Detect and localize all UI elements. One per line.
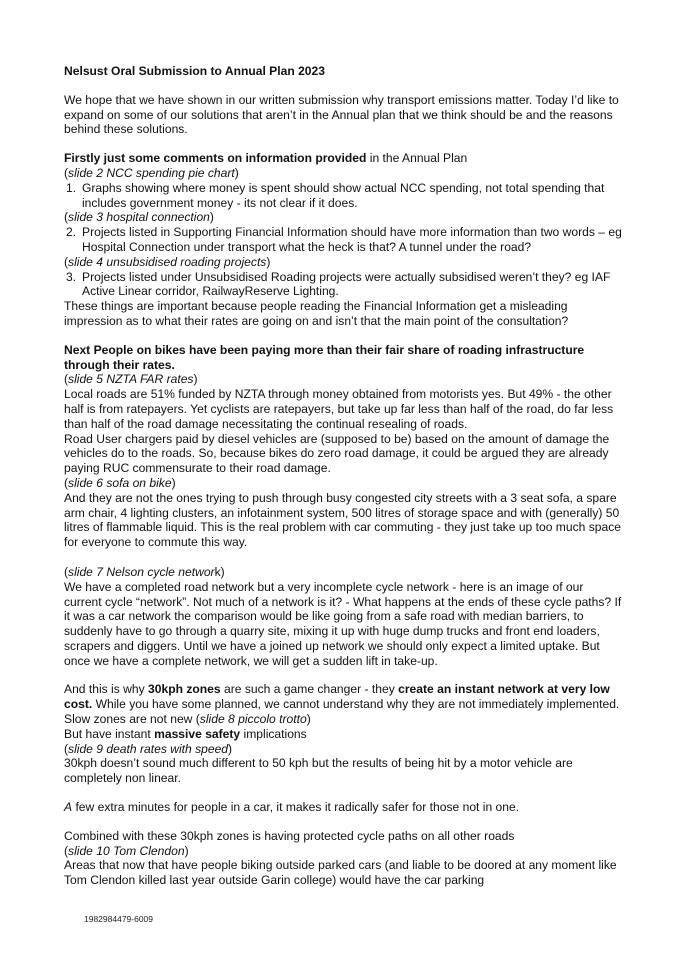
section1-heading-rest: in the Annual Plan	[366, 151, 468, 166]
text-run-bold: create an instant network at very low cost.	[64, 682, 610, 712]
slide-note-text: slide 2 NCC spending pie chart	[68, 165, 235, 180]
spacer	[64, 550, 624, 565]
slide-note: (slide 3 hospital connection)	[64, 210, 214, 225]
text-run: )	[306, 712, 311, 727]
section1-heading	[64, 151, 624, 166]
spacer	[64, 668, 624, 682]
item-number: 1.	[66, 180, 77, 195]
section2-paragraph: Local roads are 51% funded by NZTA through money obtained from motorists yes. But 49% - the other half is from ratepayers. Yet cyclists are ratepayers, but take up far less than half of the road, do far less than half of the road damage necessitating the continual resealing of roads.	[64, 387, 614, 431]
section4-paragraph	[64, 800, 624, 815]
slide-note: (slide 10 Tom Clendon)	[64, 843, 189, 858]
section4-paragraph: Combined with these 30kph zones is having protected cycle paths on all other roads	[64, 828, 515, 843]
slide-note-tail: k)	[214, 564, 225, 579]
section4-paragraph	[64, 682, 624, 712]
text-run: few extra minutes for people in a car, it makes it radically safer for those not in one.	[72, 800, 520, 815]
slide-note-text: slide 9 death rates with speed	[68, 741, 229, 756]
slide-note: (slide 9 death rates with speed)	[64, 741, 233, 756]
document-title: Nelsust Oral Submission to Annual Plan 2023	[64, 64, 325, 78]
slide-note: (slide 7 Nelson cycle network)	[64, 564, 225, 579]
item-number: 3.	[66, 269, 77, 284]
text-run: implications	[240, 726, 307, 741]
slide-note: (slide 4 unsubsidised roading projects)	[64, 254, 271, 269]
section4-paragraph	[64, 727, 624, 742]
numbered-item	[64, 181, 624, 211]
section2-paragraph: Road User chargers paid by diesel vehicles are (supposed to be) based on the amount of damage the vehicles do to the roads. So, because bikes do zero road damage, it could be argued they are already paying RUC commensurate to their road damage.	[64, 431, 610, 476]
spacer	[64, 329, 624, 343]
item-number: 2.	[66, 225, 77, 240]
text-run: And this is why	[64, 682, 149, 697]
spacer	[64, 815, 624, 829]
document-body	[64, 64, 624, 888]
slide-note: (slide 2 NCC spending pie chart)	[64, 165, 239, 180]
document-id-footer: 1982984479-6009	[84, 914, 154, 924]
spacer	[64, 786, 624, 800]
slide-note-text: slide 6 sofa on bike	[68, 475, 172, 490]
slide-note: (slide 5 NZTA FAR rates)	[64, 372, 198, 387]
spacer	[64, 79, 624, 93]
item-text: Projects listed in Supporting Financial Information should have more information than two words – eg Hospital Connection under transport what the heck is that? A tunnel under the road?	[82, 225, 622, 254]
numbered-item	[64, 225, 624, 255]
section2-paragraph: And they are not the ones trying to push through busy congested city streets with a 3 seat sofa, a spare arm chair, 4 lighting clusters, an infotainment system, 500 litres of storage space and with (generally) 50 litres of flammable liquid. This is the real problem with car commuting - they just take up too much space for everyone to commute this way.	[64, 490, 622, 550]
slide-note-text: slide 4 unsubsidised roading projects	[68, 254, 267, 269]
text-run: Slow zones are not new (	[64, 712, 200, 727]
slide-note-text: slide 7 Nelson cycle networ	[68, 564, 215, 579]
item-text: Graphs showing where money is spent should show actual NCC spending, not total spending that includes government money - its not clear if it does.	[82, 180, 605, 210]
intro-paragraph: We hope that we have shown in our written submission why transport emissions matter. Today I’d like to expand on some of our solutions that aren’t in the Annual plan that we think should be and the reasons behind these solutions.	[64, 92, 619, 137]
section4-paragraph	[64, 712, 624, 727]
text-run: But have instant	[64, 726, 155, 741]
numbered-item	[64, 270, 624, 300]
text-run-bold: massive safety	[154, 726, 241, 741]
text-run-bold: 30kph zones	[148, 682, 221, 697]
text-run: are such a game changer - they	[220, 682, 399, 697]
section2-heading: Next People on bikes have been paying more than their fair share of roading infrastructure through their rates.	[64, 342, 585, 372]
slide-note-text: slide 3 hospital connection	[68, 210, 210, 225]
slide-note: (slide 6 sofa on bike)	[64, 475, 176, 490]
slide-note-text: slide 10 Tom Clendon	[68, 843, 185, 858]
text-run: While you have some planned, we cannot understand why they are not immediately implemented.	[92, 697, 620, 712]
section1-heading-bold: Firstly just some comments on information provided	[64, 151, 367, 166]
section1-closing: These things are important because people reading the Financial Information get a misleading impression as to what their rates are going on and isn’t that the main point of the consultation?	[64, 299, 569, 328]
item-text: Projects listed under Unsubsidised Roading projects were actually subsidised weren’t they? eg IAF Active Linear corridor, RailwayReserve Lighting.	[82, 269, 611, 299]
section4-paragraph: 30kph doesn’t sound much different to 50 kph but the results of being hit by a motor vehicle are completely non linear.	[64, 756, 573, 786]
slide-note-text: slide 5 NZTA FAR rates	[68, 372, 194, 387]
section3-paragraph: We have a completed road network but a very incomplete cycle network - here is an image of our current cycle “network”. Not much of a network is it? - What happens at the ends of these cycle paths? If it was a car network the comparison would be like going from a safe road with median barriers, to suddenly have to go through a quarry site, mixing it up with huge dump trucks and front end loaders, scrapers and diggers. Until we have a joined up network we should only expect a limited uptake. But once we have a complete network, we will get a sudden lift in take-up.	[64, 579, 622, 668]
text-run-italic: A	[64, 800, 73, 815]
spacer	[64, 137, 624, 151]
section4-paragraph: Areas that now that have people biking outside parked cars (and liable to be doored at any moment like Tom Clendon killed last year outside Garin college) would have the car parking	[64, 858, 617, 888]
text-run-italic: slide 8 piccolo trotto	[199, 712, 307, 727]
